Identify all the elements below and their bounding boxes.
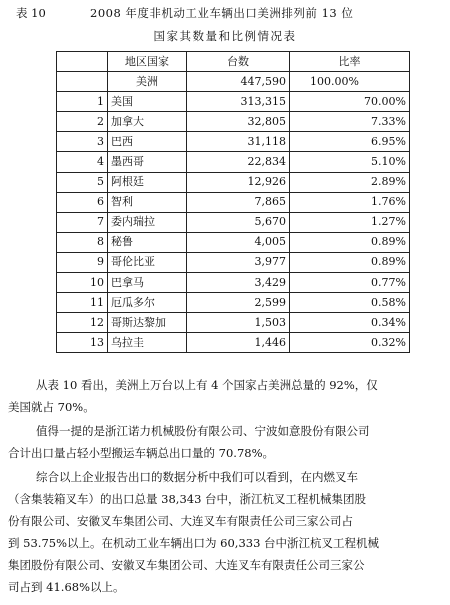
table-number: 表 10	[16, 6, 46, 20]
row-country: 智利	[108, 192, 187, 212]
row-count: 12,926	[187, 172, 290, 192]
table-row	[57, 252, 410, 272]
row-ratio: 0.89%	[290, 232, 410, 252]
table-title-line1: 2008 年度非机动工业车辆出口美洲排列前 13 位	[90, 6, 354, 20]
paragraph-line: 集团股份有限公司、安徽叉车集团公司、大连叉车有限责任公司三家公	[8, 558, 365, 572]
row-country: 乌拉圭	[108, 333, 187, 353]
table-caption	[0, 4, 450, 43]
row-index: 1	[57, 92, 108, 112]
row-country: 加拿大	[108, 112, 187, 132]
header-count: 台数	[187, 52, 290, 72]
table-row	[57, 313, 410, 333]
table-row	[57, 152, 410, 172]
row-ratio: 70.00%	[290, 92, 410, 112]
row-index: 4	[57, 152, 108, 172]
header-index-cell	[57, 52, 108, 72]
row-ratio: 0.89%	[290, 252, 410, 272]
row-count: 4,005	[187, 232, 290, 252]
export-table	[56, 51, 410, 353]
table-body	[57, 92, 410, 353]
paragraph-line: 值得一提的是浙江诺力机械股份有限公司、宁波如意股份有限公司	[36, 424, 370, 438]
header-region: 地区国家	[108, 52, 187, 72]
row-country: 哥斯达黎加	[108, 313, 187, 333]
table-title-line2: 国家其数量和比例情况表	[153, 29, 297, 43]
row-count: 313,315	[187, 92, 290, 112]
paragraph-1	[8, 374, 442, 418]
row-count: 7,865	[187, 192, 290, 212]
total-index-cell	[57, 72, 108, 92]
row-country: 墨西哥	[108, 152, 187, 172]
row-count: 22,834	[187, 152, 290, 172]
row-count: 1,503	[187, 313, 290, 333]
row-index: 8	[57, 232, 108, 252]
row-ratio: 1.76%	[290, 192, 410, 212]
table-row	[57, 172, 410, 192]
paragraph-line: 综合以上企业报告出口的数据分析中我们可以看到，在内燃叉车	[36, 470, 358, 484]
row-count: 2,599	[187, 293, 290, 313]
paragraph-line: 从表 10 看出，美洲上万台以上有 4 个国家占美洲总量的 92%，仅	[36, 378, 378, 392]
row-count: 3,977	[187, 252, 290, 272]
row-index: 2	[57, 112, 108, 132]
row-count: 32,805	[187, 112, 290, 132]
row-index: 10	[57, 273, 108, 293]
table-total-row	[57, 72, 410, 92]
row-country: 委内瑞拉	[108, 212, 187, 232]
row-index: 11	[57, 293, 108, 313]
row-index: 9	[57, 252, 108, 272]
row-country: 阿根廷	[108, 172, 187, 192]
row-index: 5	[57, 172, 108, 192]
row-country: 秘鲁	[108, 232, 187, 252]
paragraph-line: 到 53.75%以上。在机动工业车辆出口为 60,333 台中浙江杭叉工程机械	[8, 536, 380, 550]
row-count: 3,429	[187, 273, 290, 293]
row-count: 1,446	[187, 333, 290, 353]
total-count: 447,590	[187, 72, 290, 92]
paragraph-2	[8, 420, 442, 464]
row-index: 3	[57, 132, 108, 152]
table-row	[57, 132, 410, 152]
table-row	[57, 212, 410, 232]
paragraph-line: 份有限公司、安徽叉车集团公司、大连叉车有限责任公司三家公司占	[8, 514, 353, 528]
table-row	[57, 92, 410, 112]
row-index: 6	[57, 192, 108, 212]
row-index: 7	[57, 212, 108, 232]
paragraph-line: （含集装箱叉车）的出口总量 38,343 台中，浙江杭叉工程机械集团股	[8, 492, 367, 506]
row-ratio: 0.58%	[290, 293, 410, 313]
header-ratio: 比率	[290, 52, 410, 72]
row-country: 厄瓜多尔	[108, 293, 187, 313]
table-row	[57, 333, 410, 353]
row-country: 美国	[108, 92, 187, 112]
table-row	[57, 273, 410, 293]
row-country: 哥伦比亚	[108, 252, 187, 272]
row-ratio: 6.95%	[290, 132, 410, 152]
row-ratio: 0.77%	[290, 273, 410, 293]
row-count: 31,118	[187, 132, 290, 152]
total-name: 美洲	[108, 72, 187, 92]
paragraph-line: 司占到 41.68%以上。	[8, 580, 125, 594]
row-country: 巴拿马	[108, 273, 187, 293]
row-index: 12	[57, 313, 108, 333]
table-row	[57, 112, 410, 132]
table-row	[57, 293, 410, 313]
row-country: 巴西	[108, 132, 187, 152]
row-ratio: 1.27%	[290, 212, 410, 232]
row-ratio: 0.32%	[290, 333, 410, 353]
total-ratio: 100.00%	[290, 72, 410, 92]
paragraph-3	[8, 466, 442, 598]
row-ratio: 7.33%	[290, 112, 410, 132]
table-header-row	[57, 52, 410, 72]
row-ratio: 0.34%	[290, 313, 410, 333]
paragraph-line: 合计出口量占轻小型搬运车辆总出口量的 70.78%。	[8, 446, 275, 460]
paragraph-line: 美国就占 70%。	[8, 400, 95, 414]
table-row	[57, 192, 410, 212]
row-ratio: 2.89%	[290, 172, 410, 192]
row-ratio: 5.10%	[290, 152, 410, 172]
row-count: 5,670	[187, 212, 290, 232]
row-index: 13	[57, 333, 108, 353]
table-row	[57, 232, 410, 252]
